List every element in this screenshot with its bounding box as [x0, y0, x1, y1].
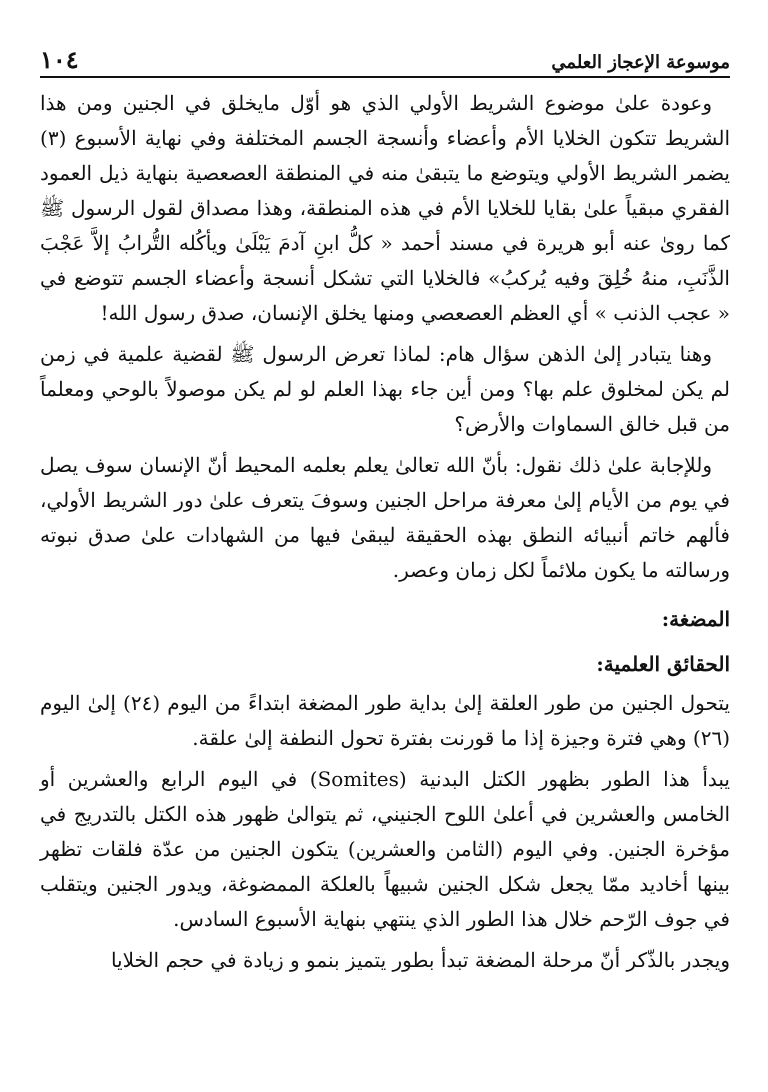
page-content: [40, 86, 730, 978]
page-number: ١٠٤: [40, 45, 79, 74]
paragraph-somites: يبدأ هذا الطور بظهور الكتل البدنية (Somites) في اليوم الرابع والعشرين أو الخامس والعشرين في أعلىٰ اللوح الجنيني، ثم يتوالىٰ ظهور هذه الكتل بالتدريج في مؤخرة الجنين. وفي اليوم (الثامن والعشرين) يتكون الجنين من عدّة فلقات تظهر بينها أخاديد ممّا يجعل شكل الجنين شبيهاً بالعلكة الممضوغة، ويدور الجنين ويتقلب في جوف الرّحم خلال هذا الطور الذي ينتهي بنهاية الأسبوع السادس.: [40, 767, 730, 931]
section-heading-scientific-facts: الحقائق العلمية:: [596, 652, 730, 676]
paragraph-transition: يتحول الجنين من طور العلقة إلىٰ بداية طور المضغة ابتداءً من اليوم (٢٤) إلىٰ اليوم (٢٦) وهي فترة وجيزة إذا ما قورنت بفترة تحول النطفة إلىٰ علقة.: [40, 691, 730, 750]
page-header: [40, 36, 730, 78]
paragraph-question: وهنا يتبادر إلىٰ الذهن سؤال هام: لماذا تعرض الرسول ﷺ لقضية علمية في زمن لم يكن لمخلوق علم بها؟ ومن أين جاء بهذا العلم لو لم يكن موصولاً بالوحي ومعلماً من قبل خالق السماوات والأرض؟: [40, 342, 730, 436]
paragraph-answer: وللإجابة علىٰ ذلك نقول: بأنّ الله تعالىٰ يعلم بعلمه المحيط أنّ الإنسان سوف يصل في يوم من الأيام إلىٰ معرفة مراحل الجنين وسوفَ يتعرف علىٰ دور الشريط الأولي، فألهم خاتم أنبيائه النطق بهذه الحقيقة ليبقىٰ فيها من الشهادات علىٰ صدق نبوته ورسالته ما يكون ملائماً لكل زمان وعصر.: [40, 453, 730, 582]
section-heading-mudgha: المضغة:: [661, 607, 730, 631]
paragraph-primitive-streak: وعودة علىٰ موضوع الشريط الأولي الذي هو أوّل مايخلق في الجنين ومن هذا الشريط تتكون الخلايا الأم وأعضاء وأنسجة الجسم المختلفة وفي نهاية الأسبوع (٣) يضمر الشريط الأولي ويتوضع ما يتبقىٰ منه في المنطقة العصعصية بنهاية ذيل العمود الفقري مبقياً علىٰ بقايا للخلايا الأم في هذه المنطقة، وهذا مصداق لقول الرسول ﷺ كما روىٰ عنه أبو هريرة في مسند أحمد « كلُّ ابنِ آدمَ يَبْلَىٰ ويأكُله التُّرابُ إلاَّ عَجْبَ الذَّنَبِ، منهُ خُلِقَ وفيه يُركبُ» فالخلايا التي تشكل أنسجة وأعضاء الجسم تتوضع في « عجب الذنب » أي العظم العصعصي ومنها يخلق الإنسان، صدق رسول الله!: [40, 91, 730, 325]
paragraph-cell-growth: ويجدر بالذّكر أنّ مرحلة المضغة تبدأ بطور يتميز بنمو و زيادة في حجم الخلايا: [110, 948, 730, 972]
book-title: موسوعة الإعجاز العلمي: [551, 52, 730, 73]
document-page: [40, 36, 730, 984]
